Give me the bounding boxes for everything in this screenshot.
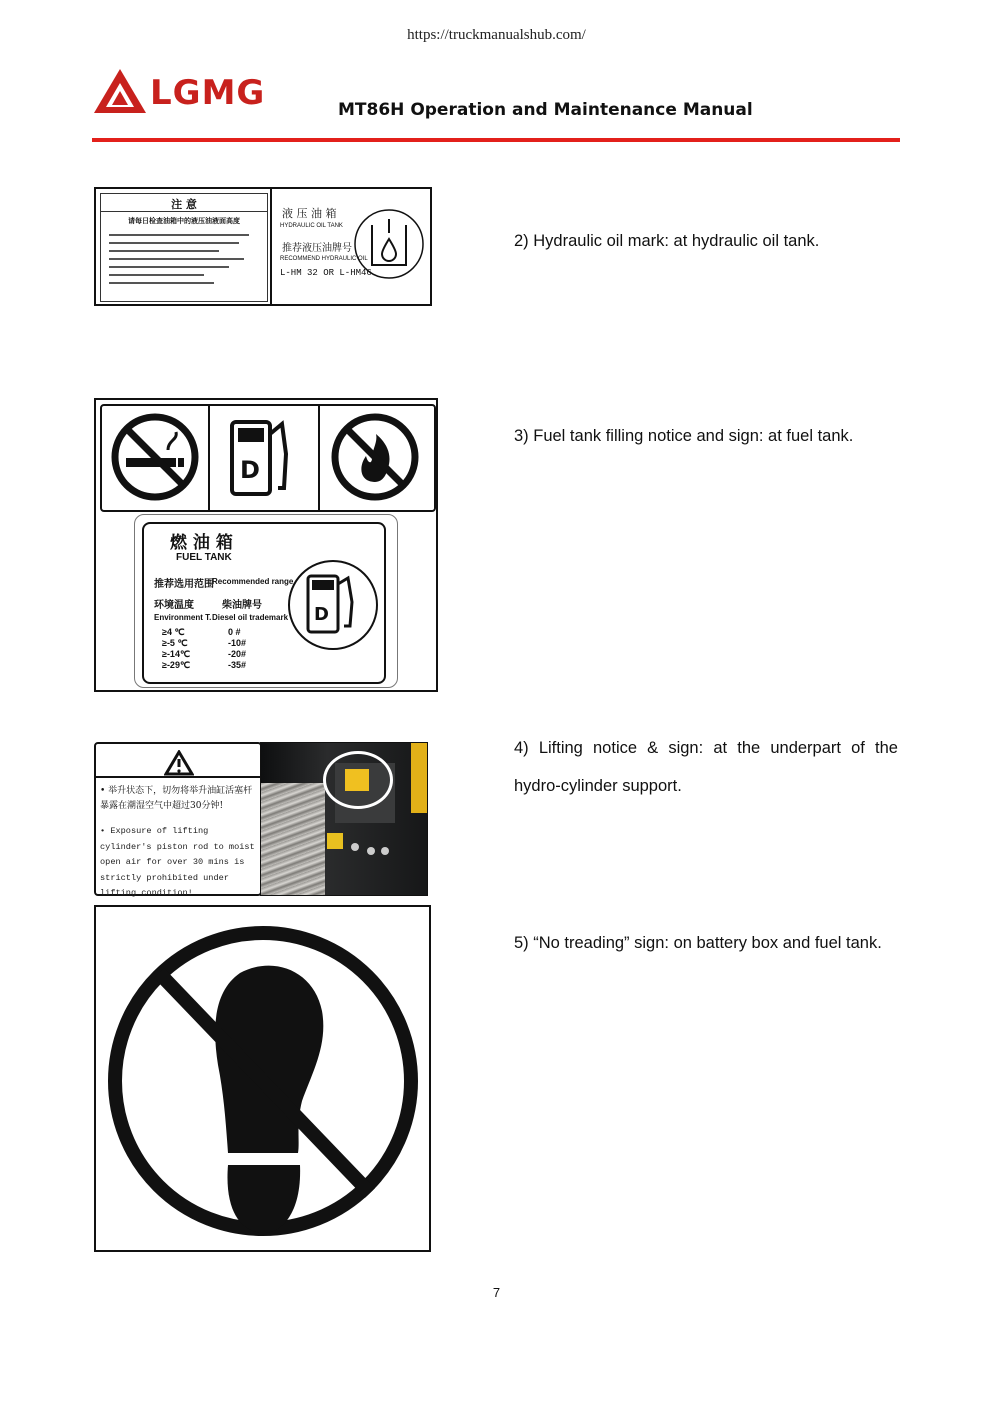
- source-url[interactable]: https://truckmanualshub.com/: [407, 27, 586, 43]
- svg-text:D: D: [240, 456, 260, 484]
- oil-drop-icon: [352, 207, 426, 281]
- brand-name: LGMG: [150, 73, 266, 113]
- pump-letter: D: [314, 604, 329, 625]
- recommend-cn: 推荐液压油牌号: [282, 243, 352, 254]
- recommend-en: RECOMMEND HYDRAULIC OIL: [280, 256, 368, 262]
- header-rule: [92, 138, 900, 142]
- fuel-tank-cn: 燃 油 箱: [170, 533, 233, 553]
- item-2-description: 2) Hydraulic oil mark: at hydraulic oil tank.: [514, 232, 820, 250]
- env-temp-en: Environment T.: [154, 613, 212, 622]
- page-number: 7: [492, 1285, 501, 1300]
- item-3-description: 3) Fuel tank filling notice and sign: at fuel tank.: [514, 427, 854, 445]
- warning-bullets: [109, 230, 259, 290]
- env-temp-cn: 环境温度: [154, 600, 194, 611]
- diesel-grade-en: Diesel oil trademark: [212, 613, 289, 622]
- grade-column: [228, 627, 246, 671]
- lifting-notice-cn: • 举升状态下，切勿将举升油缸活塞杆暴露在潮湿空气中超过30分钟!: [100, 786, 253, 811]
- no-open-flame-icon: [330, 412, 420, 502]
- no-treading-sign-image: [94, 905, 431, 1252]
- range-en: Recommended range: [212, 577, 294, 586]
- warning-triangle-icon: [164, 750, 194, 776]
- temp-value: ≥-5 ℃: [162, 638, 188, 648]
- oil-grade: L-HM 32 OR L-HM46: [280, 268, 372, 278]
- temp-value: ≥4 ℃: [162, 627, 185, 637]
- hydraulic-tank-en: HYDRAULIC OIL TANK: [280, 223, 343, 229]
- grade-value: 0 #: [228, 627, 241, 637]
- grade-value: -35#: [228, 660, 247, 670]
- fuel-tank-sign-image: [94, 398, 438, 692]
- warning-heading: 请每日检查油箱中的液压油液面高度: [128, 217, 240, 225]
- cylinder-photo: [260, 742, 428, 896]
- lifting-notice-en: • Exposure of lifting cylinder's piston rod to moist open air for over 30 mins is strictly prohibited under lifting condition!: [100, 826, 255, 898]
- fuel-pump-icon: [224, 414, 304, 500]
- grade-value: -10#: [228, 638, 247, 648]
- no-treading-icon: [104, 915, 422, 1243]
- diesel-grade-cn: 柴油牌号: [222, 600, 262, 611]
- temp-value: ≥-14℃: [162, 649, 191, 659]
- temp-value: ≥-29℃: [162, 660, 191, 670]
- warning-title: 注 意: [171, 198, 197, 211]
- item-4-description: 4) Lifting notice & sign: at the underpart of the hydro-cylinder support.: [514, 739, 898, 795]
- no-smoking-icon: [110, 412, 200, 502]
- range-cn: 推荐选用范围: [154, 579, 214, 590]
- item-5-description: 5) “No treading” sign: on battery box and fuel tank.: [514, 934, 882, 952]
- grade-value: -20#: [228, 649, 247, 659]
- fuel-pump-circle-icon: [286, 558, 380, 652]
- temp-column: [162, 627, 190, 671]
- hydraulic-tank-cn: 液 压 油 箱: [282, 207, 337, 220]
- manual-title: MT86H Operation and Maintenance Manual: [338, 100, 753, 120]
- hydraulic-oil-label-image: [94, 187, 432, 306]
- fuel-tank-en: FUEL TANK: [176, 552, 232, 563]
- lifting-notice-image: [94, 742, 262, 896]
